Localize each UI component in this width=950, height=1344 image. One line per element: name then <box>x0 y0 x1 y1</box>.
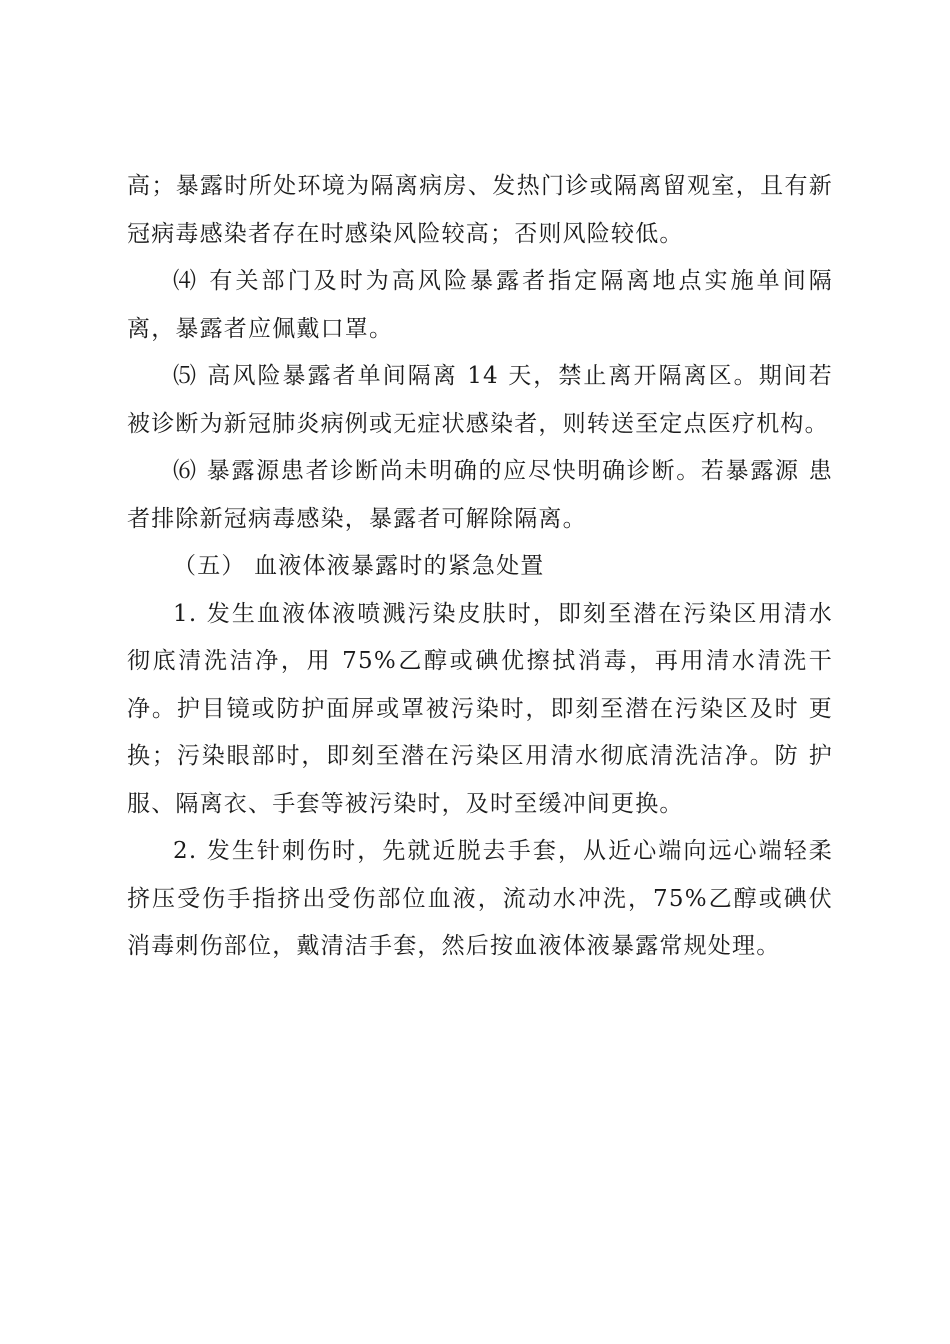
paragraph-item-6: ⑹ 暴露源患者诊断尚未明确的应尽快明确诊断。若暴露源 患者排除新冠病毒感染，暴露者可解除隔离。 <box>127 458 833 532</box>
paragraph-item-4: ⑷ 有关部门及时为高风险暴露者指定隔离地点实施单间隔离，暴露者应佩戴口罩。 <box>127 268 833 342</box>
paragraph-step-1: 1. 发生血液体液喷溅污染皮肤时，即刻至潜在污染区用清水彻底清洗洁净，用 75%乙醇或碘优擦拭消毒，再用清水清洗干净。护目镜或防护面屏或罩被污染时，即刻至潜在污染区及时 更换；污染眼部时，即刻至潜在污染区用清水彻底清洗洁净。防 护服、隔离衣、手套等被污染时，及时至缓冲间更换。 <box>127 600 833 817</box>
paragraph-risk-environment: 高；暴露时所处环境为隔离病房、发热门诊或隔离留观室，且有新冠病毒感染者存在时感染风险较高；否则风险较低。 <box>127 173 833 247</box>
paragraph-item-5: ⑸ 高风险暴露者单间隔离 14 天，禁止离开隔离区。期间若被诊断为新冠肺炎病例或无症状感染者，则转送至定点医疗机构。 <box>127 363 833 437</box>
paragraph-step-2: 2. 发生针刺伤时，先就近脱去手套，从近心端向远心端轻柔挤压受伤手指挤出受伤部位血液，流动水冲洗，75%乙醇或碘伏消毒刺伤部位，戴清洁手套，然后按血液体液暴露常规处理。 <box>127 838 833 959</box>
section-heading: （五） 血液体液暴露时的紧急处置 <box>173 553 545 579</box>
document-body <box>127 163 833 971</box>
